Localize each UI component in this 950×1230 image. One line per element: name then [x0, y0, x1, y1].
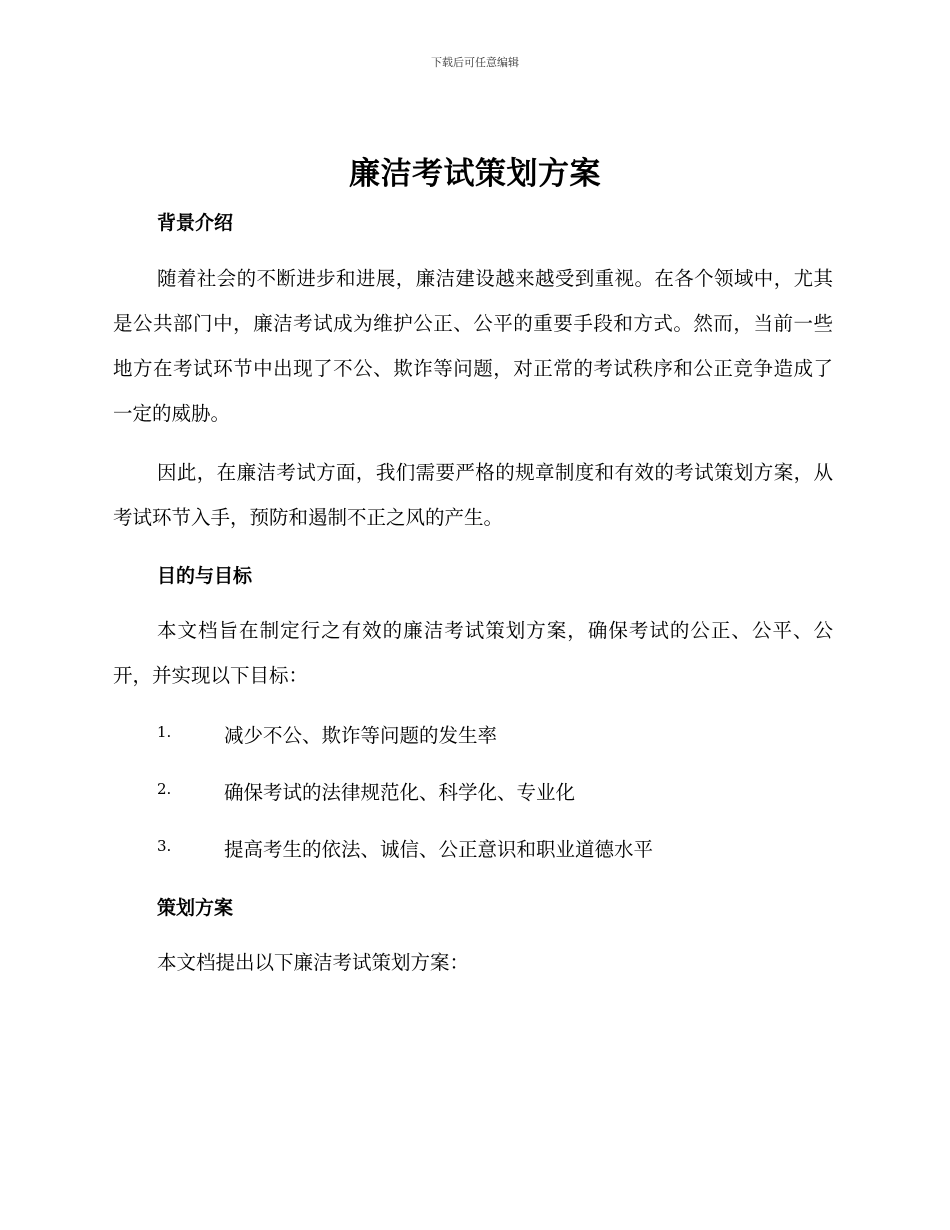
list-item-number: 3.: [157, 837, 172, 855]
list-item-text: 减少不公、欺诈等问题的发生率: [224, 724, 498, 747]
document-title: 廉洁考试策划方案: [349, 156, 601, 192]
section-heading-plan: 策划方案: [157, 897, 234, 919]
background-paragraph-2: 因此，在廉洁考试方面，我们需要严格的规章制度和有效的考试策划方案，从考试环节入手，预防和遏制不正之风的产生。: [113, 461, 833, 529]
section-heading-goals: 目的与目标: [157, 565, 253, 587]
section-heading-background: 背景介绍: [157, 212, 234, 234]
list-item-number: 1.: [157, 723, 172, 741]
list-item-number: 2.: [157, 780, 172, 798]
goals-intro-paragraph: 本文档旨在制定行之有效的廉洁考试策划方案，确保考试的公正、公平、公开，并实现以下目标：: [113, 619, 833, 687]
list-item-text: 提高考生的依法、诚信、公正意识和职业道德水平: [224, 838, 654, 861]
background-paragraph-1: 随着社会的不断进步和进展，廉洁建设越来越受到重视。在各个领域中，尤其是公共部门中，廉洁考试成为维护公正、公平的重要手段和方式。然而，当前一些地方在考试环节中出现了不公、欺诈等问题，对正常的考试秩序和公正竞争造成了一定的威胁。: [113, 267, 833, 425]
plan-intro-paragraph: 本文档提出以下廉洁考试策划方案：: [157, 951, 470, 974]
list-item-text: 确保考试的法律规范化、科学化、专业化: [224, 781, 576, 804]
header-note: 下载后可任意编辑: [431, 56, 519, 69]
